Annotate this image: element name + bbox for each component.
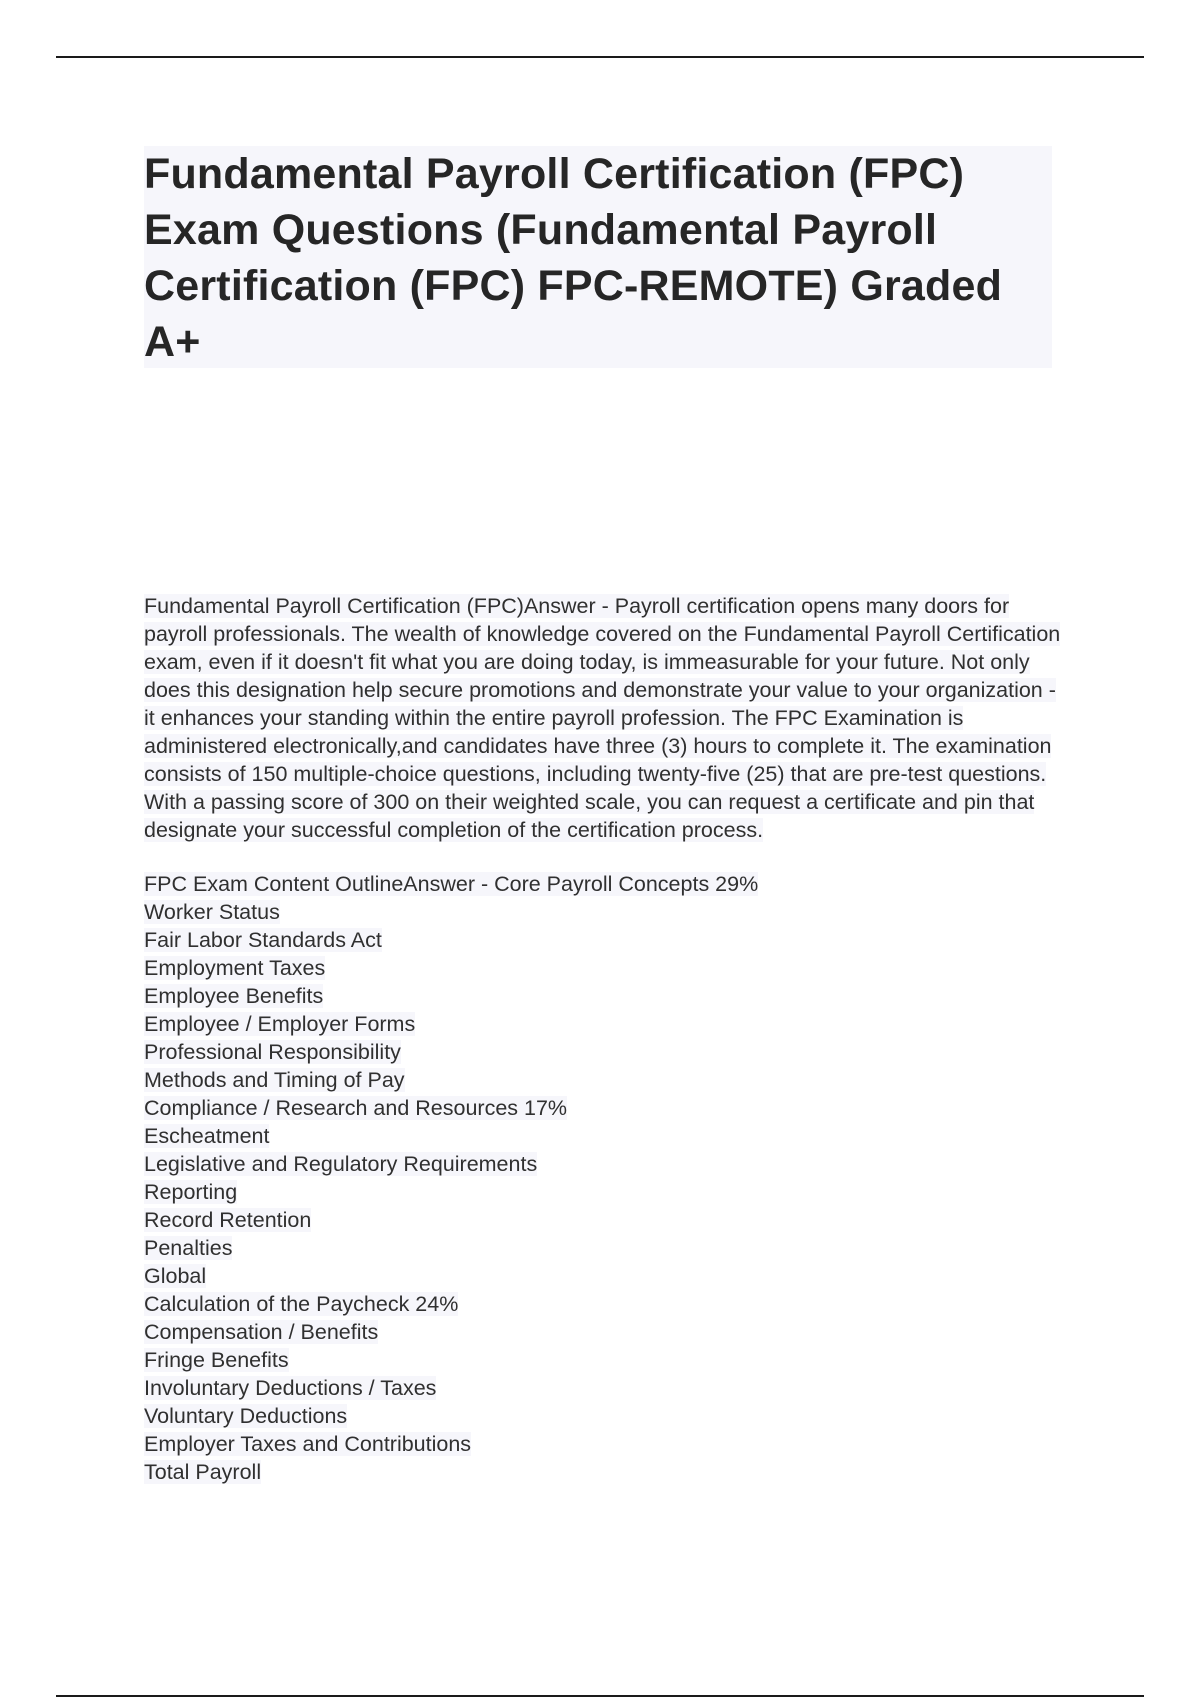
top-rule	[56, 56, 1144, 58]
outline-item-text: Record Retention	[144, 1208, 312, 1232]
outline-item	[144, 1094, 1064, 1122]
outline-item-text: Legislative and Regulatory Requirements	[144, 1152, 538, 1176]
outline-item	[144, 1374, 1064, 1402]
outline-item	[144, 954, 1064, 982]
outline-item-text: Methods and Timing of Pay	[144, 1068, 405, 1092]
outline-item-text: Calculation of the Paycheck 24%	[144, 1292, 459, 1316]
document-body	[144, 592, 1064, 1502]
document-title: Fundamental Payroll Certification (FPC) Exam Questions (Fundamental Payroll Certification (FPC) FPC-REMOTE) Graded A+	[144, 150, 1003, 366]
outline-item-text: Involuntary Deductions / Taxes	[144, 1376, 437, 1400]
title-block	[144, 146, 1052, 368]
outline-item-text: Employee Benefits	[144, 984, 324, 1008]
intro-text: Fundamental Payroll Certification (FPC)Answer - Payroll certification opens many doors for payroll professionals. The wealth of knowledge covered on the Fundamental Payroll Certification exam, even if it doesn't fit what you are doing today, is immeasurable for your future. Not only does this designation help secure promotions and demonstrate your value to your organization - it enhances your standing within the entire payroll profession. The FPC Examination is administered electronically,and candidates have three (3) hours to complete it. The examination consists of 150 multiple-choice questions, including twenty-five (25) that are pre-test questions. With a passing score of 300 on their weighted scale, you can request a certificate and pin that designate your successful completion of the certification process.	[144, 594, 1061, 842]
outline-item-text: Fringe Benefits	[144, 1348, 289, 1372]
outline-item	[144, 1318, 1064, 1346]
outline-item-text: Employee / Employer Forms	[144, 1012, 416, 1036]
outline-item	[144, 1206, 1064, 1234]
outline-item-text: Escheatment	[144, 1124, 270, 1148]
outline-item-text: Penalties	[144, 1236, 233, 1260]
outline-item-text: Voluntary Deductions	[144, 1404, 348, 1428]
outline-item	[144, 1122, 1064, 1150]
outline-item-text: Employer Taxes and Contributions	[144, 1432, 472, 1456]
outline-item-text: Global	[144, 1264, 207, 1288]
outline-item-text: Professional Responsibility	[144, 1040, 401, 1064]
outline-item	[144, 1010, 1064, 1038]
outline-item	[144, 926, 1064, 954]
outline-item	[144, 1262, 1064, 1290]
outline-item	[144, 982, 1064, 1010]
outline-item	[144, 1346, 1064, 1374]
outline-item-text: Reporting	[144, 1180, 238, 1204]
outline-item-text: Employment Taxes	[144, 956, 326, 980]
outline-item-text: Compliance / Research and Resources 17%	[144, 1096, 568, 1120]
outline-item	[144, 1066, 1064, 1094]
outline-item-text: Worker Status	[144, 900, 280, 924]
outline-item	[144, 1402, 1064, 1430]
bottom-rule	[56, 1695, 1144, 1697]
outline-item	[144, 1150, 1064, 1178]
intro-paragraph	[144, 592, 1064, 844]
outline-item-text: FPC Exam Content OutlineAnswer - Core Payroll Concepts 29%	[144, 872, 759, 896]
outline-item	[144, 1234, 1064, 1262]
content-outline-list	[144, 870, 1064, 1486]
outline-item-text: Fair Labor Standards Act	[144, 928, 382, 952]
outline-item-text: Total Payroll	[144, 1460, 262, 1484]
outline-item-text: Compensation / Benefits	[144, 1320, 379, 1344]
outline-item	[144, 898, 1064, 926]
outline-item	[144, 1038, 1064, 1066]
outline-item	[144, 870, 1064, 898]
outline-item	[144, 1458, 1064, 1486]
outline-item	[144, 1430, 1064, 1458]
outline-item	[144, 1178, 1064, 1206]
outline-item	[144, 1290, 1064, 1318]
